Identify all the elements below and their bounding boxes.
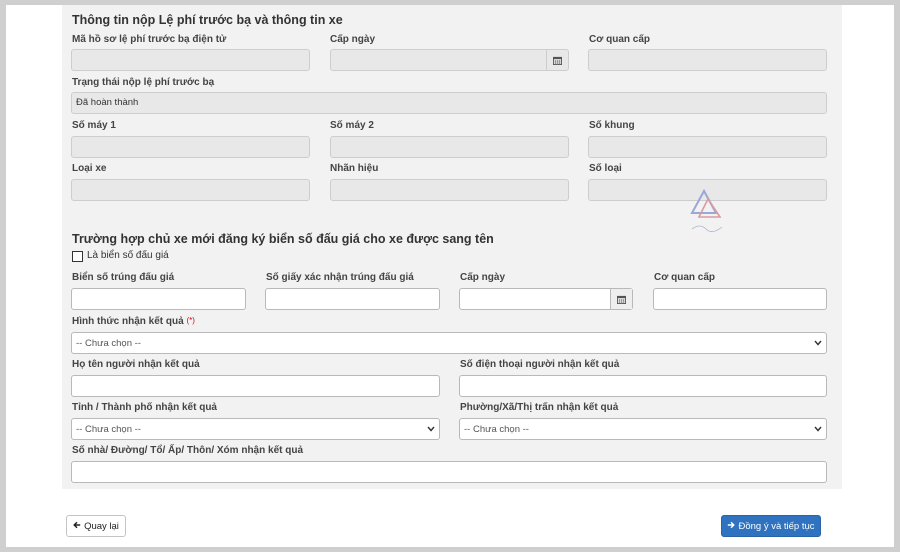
auction-agency-input[interactable] <box>653 288 827 310</box>
vehicle-type-field <box>71 179 310 201</box>
label-ward: Phường/Xã/Thị trấn nhận kết quả <box>460 402 619 413</box>
back-button-label: Quay lại <box>84 520 119 532</box>
issue-date-field <box>330 49 569 71</box>
engine-number-2-field <box>330 136 569 158</box>
label-street-address: Số nhà/ Đường/ Tổ/ Ấp/ Thôn/ Xóm nhận kết quả <box>72 445 304 456</box>
brand-field <box>330 179 569 201</box>
back-button[interactable] <box>66 515 126 537</box>
agree-continue-button[interactable] <box>721 515 821 537</box>
calendar-icon[interactable] <box>610 289 632 309</box>
watermark-logo <box>686 187 730 233</box>
label-engine-number-2: Số máy 2 <box>330 120 374 131</box>
label-engine-number-1: Số máy 1 <box>72 120 116 131</box>
label-recipient-name: Họ tên người nhận kết quả <box>72 359 200 370</box>
required-mark: (*) <box>186 316 195 325</box>
province-value: -- Chưa chọn -- <box>76 423 141 435</box>
auction-plate-checkbox[interactable] <box>72 251 83 262</box>
label-fee-status: Trạng thái nộp lệ phí trước bạ <box>72 77 215 88</box>
chevron-down-icon <box>427 425 435 434</box>
chevron-down-icon <box>814 339 822 348</box>
arrow-right-icon <box>727 521 735 532</box>
recipient-phone-input[interactable] <box>459 375 827 397</box>
ward-select[interactable] <box>459 418 827 440</box>
recipient-name-input[interactable] <box>71 375 440 397</box>
label-model-number: Số loại <box>589 163 622 174</box>
label-fee-record-code: Mã hồ sơ lệ phí trước bạ điện tử <box>72 34 227 45</box>
label-recipient-phone: Số điện thoại người nhận kết quả <box>460 359 620 370</box>
street-address-input[interactable] <box>71 461 827 483</box>
chevron-down-icon <box>814 425 822 434</box>
result-method-select[interactable] <box>71 332 827 354</box>
fee-record-code-field <box>71 49 310 71</box>
label-issue-date: Cấp ngày <box>330 34 376 45</box>
section-title-fee-vehicle: Thông tin nộp Lệ phí trước bạ và thông tin xe <box>72 13 343 27</box>
calendar-icon <box>546 50 568 70</box>
label-auction-issue-date: Cấp ngày <box>460 272 506 283</box>
issuing-agency-field <box>588 49 827 71</box>
fee-status-field <box>71 92 827 114</box>
auction-plate-checkbox-label: Là biển số đấu giá <box>87 250 169 261</box>
label-issuing-agency: Cơ quan cấp <box>589 34 651 45</box>
province-select[interactable] <box>71 418 440 440</box>
winning-plate-input[interactable] <box>71 288 246 310</box>
label-result-method-text: Hình thức nhận kết quả <box>72 316 184 327</box>
label-result-method <box>72 316 195 327</box>
label-winning-certificate: Số giấy xác nhận trúng đấu giá <box>266 272 414 283</box>
ward-value: -- Chưa chọn -- <box>464 423 529 435</box>
winning-certificate-input[interactable] <box>265 288 440 310</box>
label-province: Tỉnh / Thành phố nhận kết quả <box>72 402 217 413</box>
section-title-auction-plate: Trường hợp chủ xe mới đăng ký biển số đấu giá cho xe được sang tên <box>72 232 494 246</box>
label-vehicle-type: Loại xe <box>72 163 107 174</box>
auction-issue-date-input[interactable] <box>459 288 633 310</box>
label-chassis-number: Số khung <box>589 120 635 131</box>
label-brand: Nhãn hiệu <box>330 163 379 174</box>
result-method-value: -- Chưa chọn -- <box>76 337 141 349</box>
arrow-left-icon <box>73 521 81 532</box>
label-winning-plate: Biển số trúng đấu giá <box>72 272 175 283</box>
fee-status-value: Đã hoàn thành <box>76 97 139 108</box>
engine-number-1-field <box>71 136 310 158</box>
chassis-number-field <box>588 136 827 158</box>
agree-continue-button-label: Đồng ý và tiếp tục <box>738 520 815 532</box>
label-auction-agency: Cơ quan cấp <box>654 272 716 283</box>
